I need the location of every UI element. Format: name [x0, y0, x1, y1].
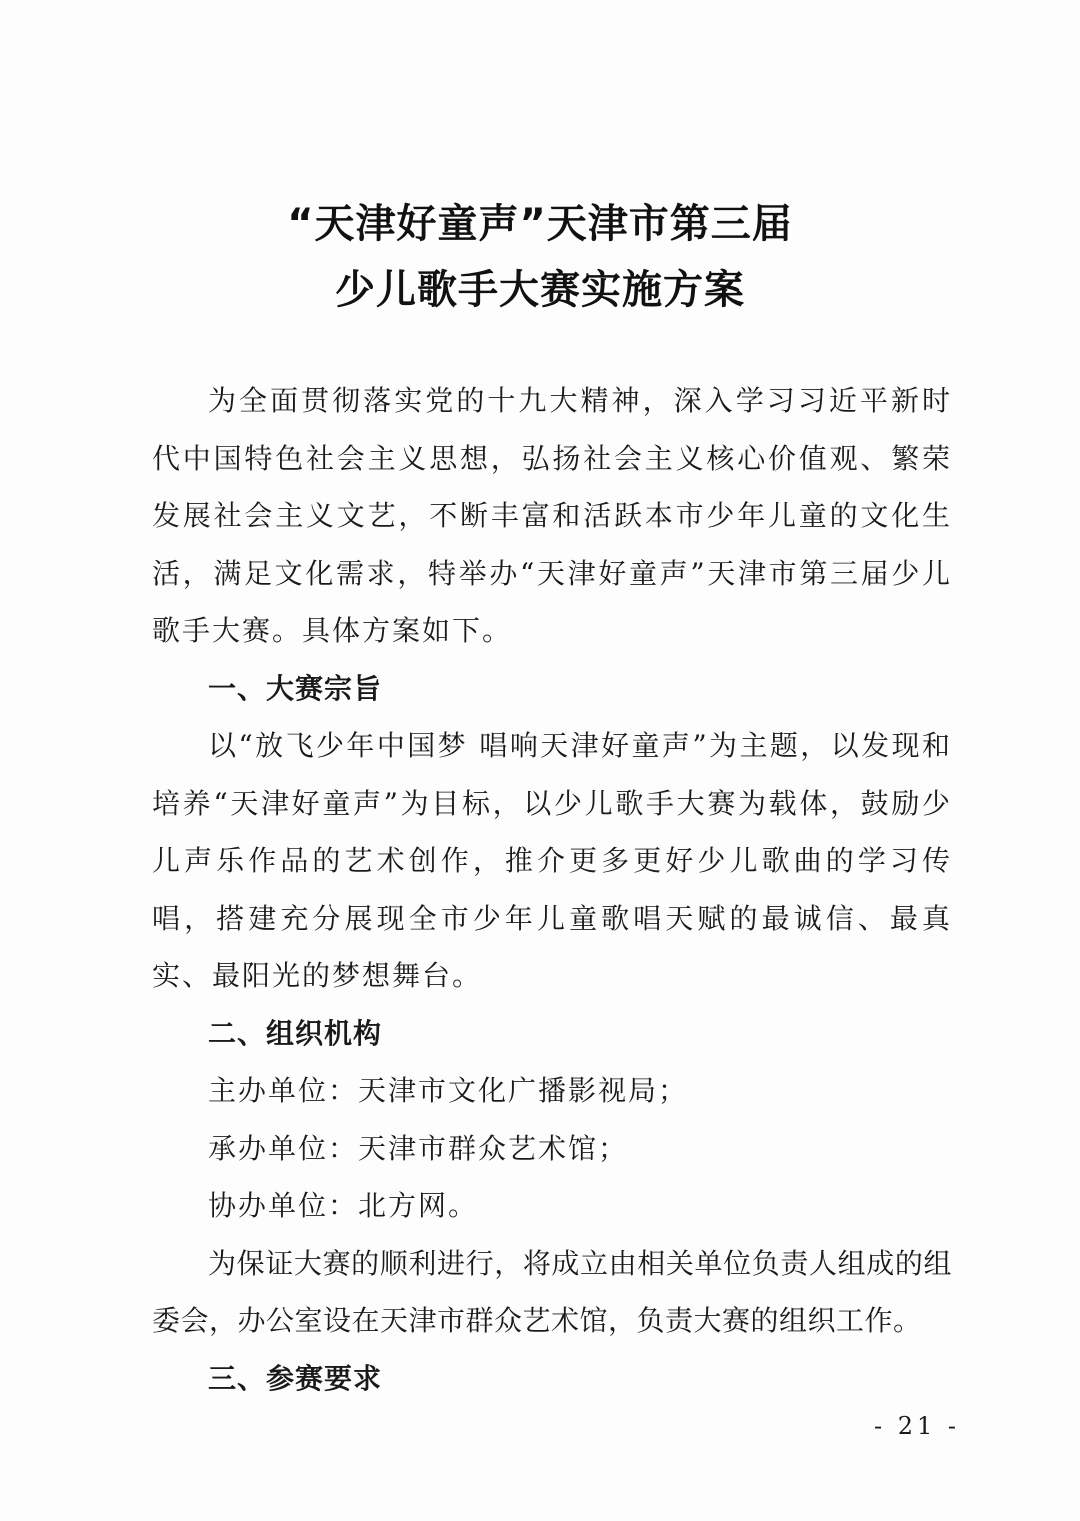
section-heading-organization: 二、组织机构	[208, 1016, 383, 1050]
page-number: - 21 -	[873, 1412, 960, 1440]
section-heading-requirements: 三、参赛要求	[208, 1361, 383, 1395]
committee-paragraph: 为保证大赛的顺利进行，将成立由相关单位负责人组成的组委会，办公室设在天津市群众艺术馆，负责大赛的组织工作。	[152, 1246, 952, 1337]
section-heading-purpose: 一、大赛宗旨	[208, 671, 383, 705]
co-organizer-line: 协办单位：北方网。	[208, 1189, 479, 1222]
intro-paragraph: 为全面贯彻落实党的十九大精神，深入学习习近平新时代中国特色社会主义思想，弘扬社会主义核心价值观、繁荣发展社会主义文艺，不断丰富和活跃本市少年儿童的文化生活，满足文化需求，特举办“天津好童声”天津市第三届少儿歌手大赛。具体方案如下。	[152, 384, 952, 647]
undertaker-line: 承办单位：天津市群众艺术馆；	[208, 1131, 629, 1165]
document-title-line2: 少儿歌手大赛实施方案	[335, 267, 745, 313]
document-title-line1: “天津好童声”天津市第三届	[287, 201, 793, 247]
document-body	[152, 372, 952, 1407]
purpose-paragraph: 以“放飞少年中国梦 唱响天津好童声”为主题，以发现和培养“天津好童声”为目标，以少儿歌手大赛为载体，鼓励少儿声乐作品的艺术创作，推介更多更好少儿歌曲的学习传唱，搭建充分展现全市少年儿童歌唱天赋的最诚信、最真实、最阳光的梦想舞台。	[152, 729, 952, 992]
scan-edge-mark	[440, 0, 620, 4]
organizer-line: 主办单位：天津市文化广播影视局；	[208, 1074, 689, 1107]
